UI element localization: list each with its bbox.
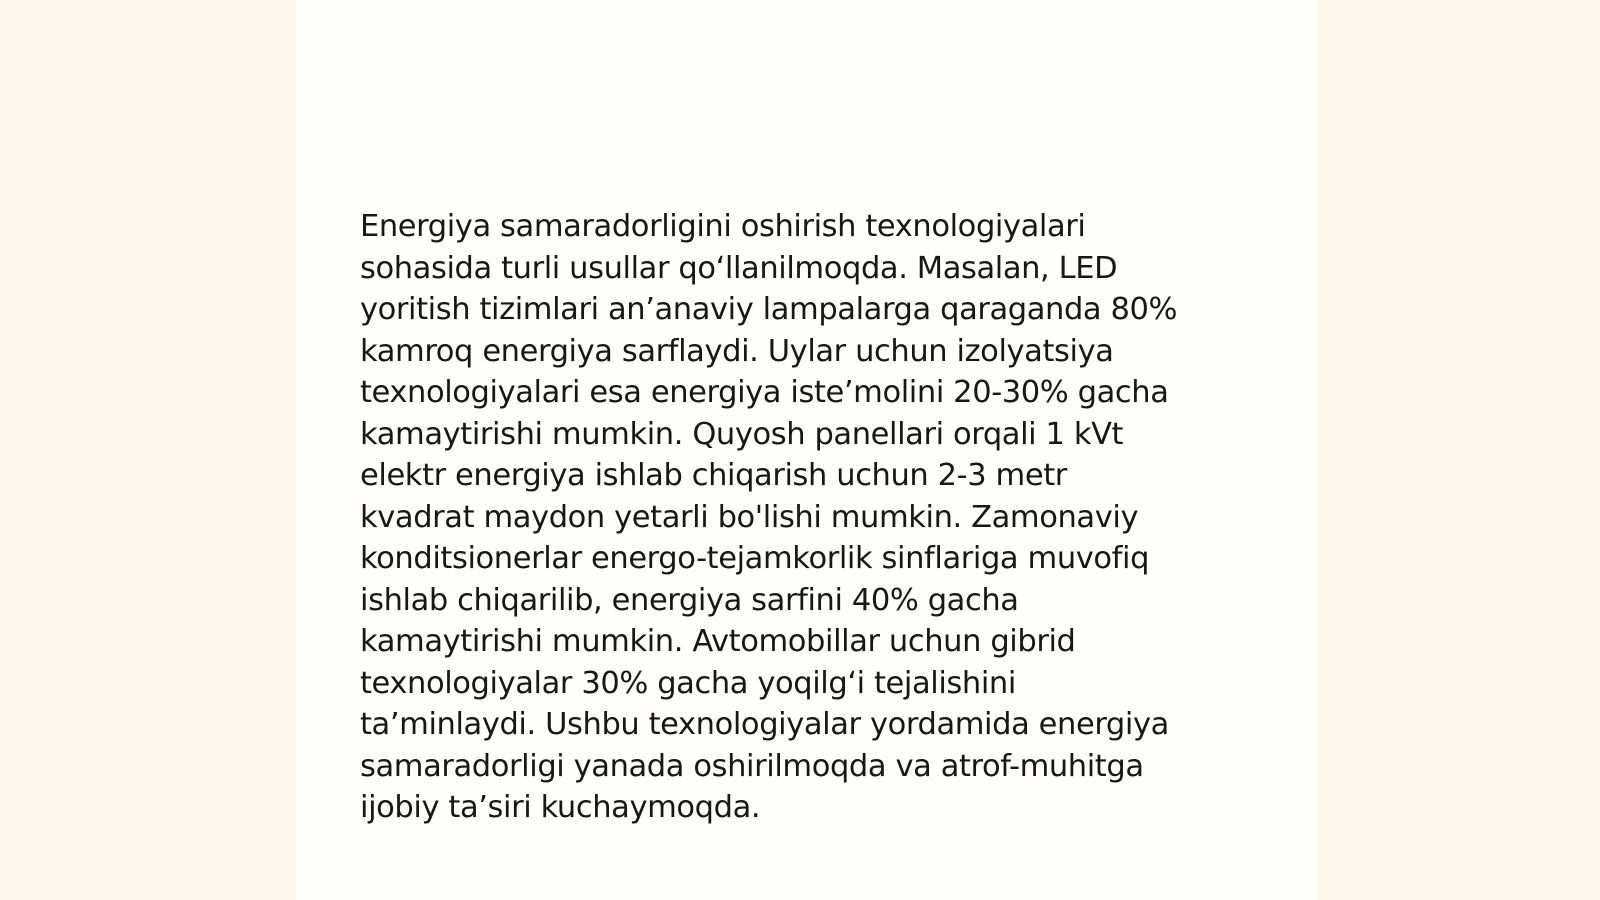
paragraph-line: ta’minlaydi. Ushbu texnologiyalar yordamida energiya <box>360 707 1169 742</box>
paragraph-line: yoritish tizimlari an’anaviy lampalarga qaraganda 80% <box>360 292 1178 327</box>
paragraph-line: sohasida turli usullar qo‘llanilmoqda. Masalan, LED <box>360 250 1118 286</box>
paragraph-line: samaradorligi yanada oshirilmoqda va atrof-muhitga <box>360 748 1144 784</box>
paragraph-line: Energiya samaradorligini oshirish texnologiyalari <box>360 209 1086 244</box>
paragraph-line: elektr energiya ishlab chiqarish uchun 2-3 metr <box>360 458 1067 493</box>
paragraph-line: kamaytirishi mumkin. Avtomobillar uchun gibrid <box>360 624 1076 659</box>
paragraph-line: kamaytirishi mumkin. Quyosh panellari orqali 1 kVt <box>360 416 1124 452</box>
paragraph-line: kvadrat maydon yetarli bo'lishi mumkin. Zamonaviy <box>360 499 1139 535</box>
body-paragraph <box>360 206 1260 829</box>
paragraph-line: kamroq energiya sarflaydi. Uylar uchun izolyatsiya <box>360 333 1114 369</box>
paragraph-line: texnologiyalari esa energiya iste’molini 20-30% gacha <box>360 375 1169 410</box>
paragraph-line: konditsionerlar energo-tejamkorlik sinflariga muvofiq <box>360 541 1150 576</box>
paragraph-line: texnologiyalar 30% gacha yoqilg‘i tejalishini <box>360 665 1016 701</box>
paragraph-line: ishlab chiqarilib, energiya sarfini 40% gacha <box>360 582 1019 618</box>
paragraph-line: ijobiy ta’siri kuchaymoqda. <box>360 790 761 825</box>
document-page <box>296 0 1318 900</box>
